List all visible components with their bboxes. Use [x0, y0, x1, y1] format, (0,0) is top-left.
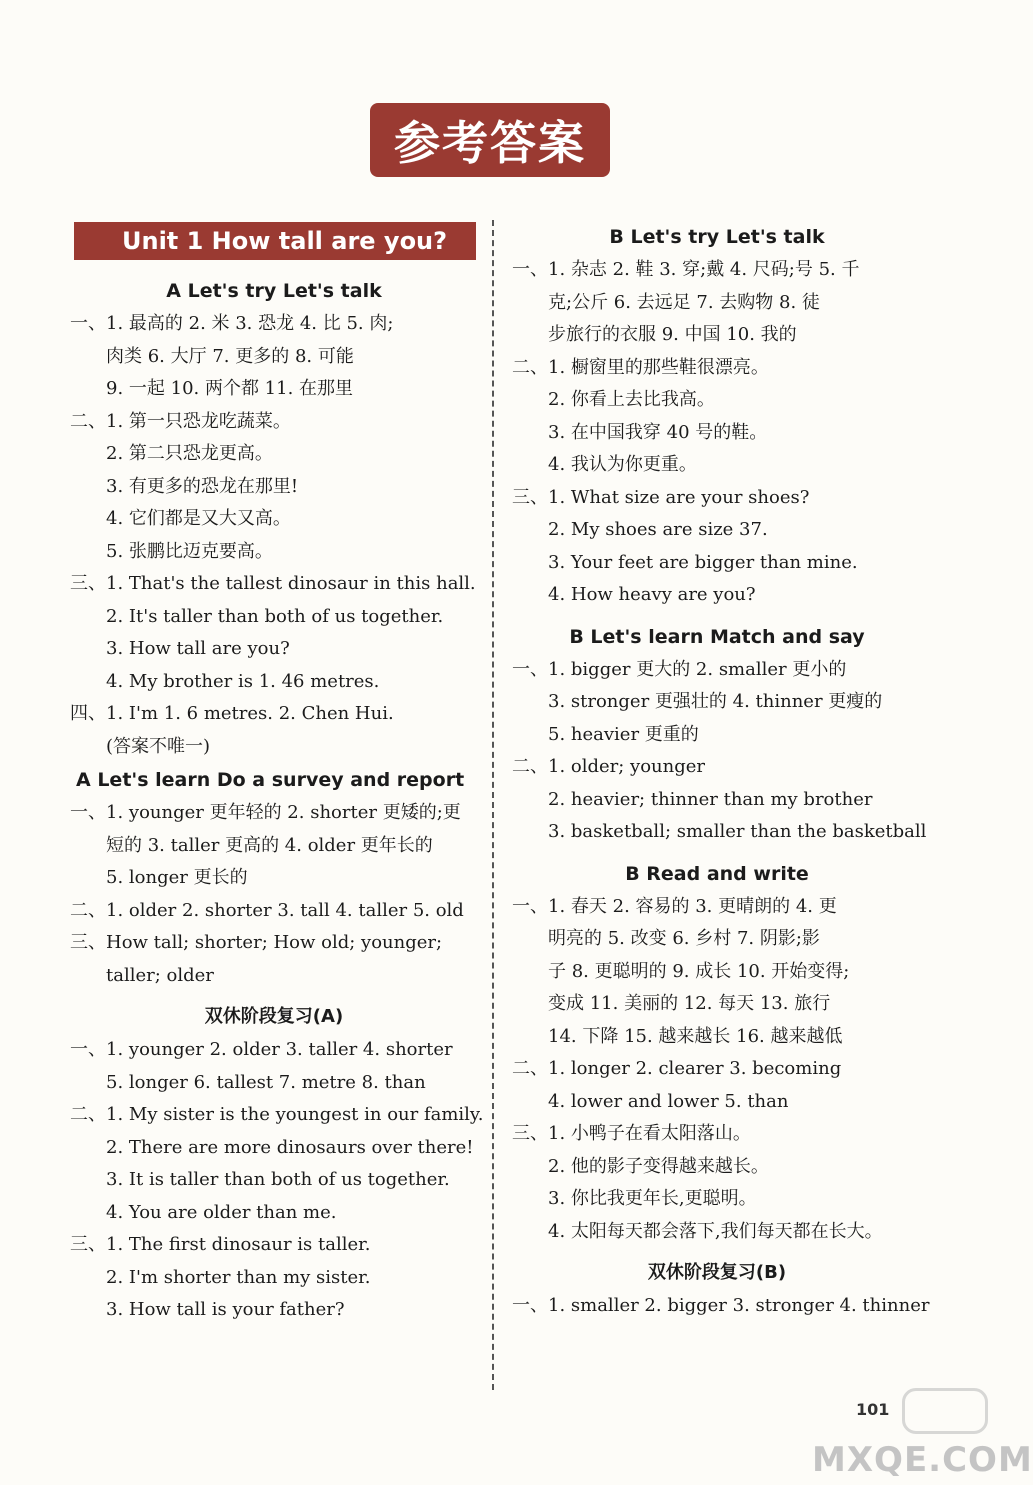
section-heading: 双休阶段复习(A): [204, 1006, 344, 1027]
answer-line: 5. 张鹏比迈克要高。: [106, 540, 273, 562]
answer-line: 3. How tall are you?: [106, 638, 290, 659]
answer-line: 2. It's taller than both of us together.: [106, 605, 444, 627]
answer-line: 子 8. 更聪明的 9. 成长 10. 开始变得;: [548, 960, 850, 982]
watermark-text: MXQE.COM: [812, 1440, 1033, 1480]
unit-title-bar: Unit 1 How tall are you?: [74, 222, 476, 260]
section-b-read-write-answers: [512, 891, 922, 1249]
page-number: 101: [856, 1400, 890, 1419]
section-a-talk-answers: [70, 308, 478, 763]
answer-line: 2. I'm shorter than my sister.: [106, 1266, 371, 1288]
column-divider: [492, 220, 494, 1390]
answer-line: 3. It is taller than both of us together.: [106, 1169, 450, 1190]
answer-line: 一、1. younger 更年轻的 2. shorter 更矮的;更: [70, 802, 461, 823]
answer-line: 变成 11. 美丽的 12. 每天 13. 旅行: [548, 993, 831, 1014]
answer-line: 2. 他的影子变得越来越长。: [548, 1155, 769, 1177]
answer-line: 5. longer 更长的: [106, 867, 248, 888]
answer-line: 5. longer 6. tallest 7. metre 8. than: [106, 1071, 426, 1093]
answer-line: 二、1. older; younger: [512, 756, 706, 777]
answer-line: 二、1. longer 2. clearer 3. becoming: [512, 1058, 842, 1079]
answer-line: 肉类 6. 大厅 7. 更多的 8. 可能: [106, 345, 354, 367]
left-column: [70, 220, 484, 1327]
section-heading: B Let's try Let's talk: [609, 226, 825, 248]
review-a-answers: [70, 1034, 484, 1327]
answer-line: 5. heavier 更重的: [548, 723, 699, 745]
answer-line: 4. You are older than me.: [106, 1201, 337, 1223]
section-heading: A Let's learn Do a survey and report: [76, 769, 465, 791]
answer-line: 4. 它们都是又大又高。: [106, 508, 291, 529]
review-b-answers: [512, 1290, 930, 1323]
answer-line: 2. My shoes are size 37.: [548, 519, 768, 540]
answer-line: 4. How heavy are you?: [548, 584, 756, 605]
answer-line: 4. lower and lower 5. than: [548, 1090, 789, 1112]
right-column: [512, 220, 930, 1323]
section-a-learn-answers: [70, 797, 478, 992]
answer-line: 二、1. older 2. shorter 3. tall 4. taller 5. old: [70, 899, 464, 921]
answer-line: 3. basketball; smaller than the basketball: [548, 821, 927, 842]
answer-line: 二、1. 橱窗里的那些鞋很漂亮。: [512, 356, 769, 378]
section-heading: 双休阶段复习(B): [647, 1262, 787, 1283]
answer-line: 二、1. 第一只恐龙吃蔬菜。: [70, 410, 291, 432]
answer-line: 一、1. smaller 2. bigger 3. stronger 4. thinner: [512, 1295, 930, 1316]
answer-line: 一、1. bigger 更大的 2. smaller 更小的: [512, 658, 847, 680]
answer-line: taller; older: [106, 964, 214, 986]
answer-line: 四、1. I'm 1. 6 metres. 2. Chen Hui.: [70, 703, 394, 724]
answer-line: 三、1. 小鸭子在看太阳落山。: [512, 1123, 751, 1144]
answer-line: 2. 你看上去比我高。: [548, 389, 715, 410]
answer-line: 短的 3. taller 更高的 4. older 更年长的: [106, 834, 433, 856]
answer-line: 一、1. 杂志 2. 鞋 3. 穿;戴 4. 尺码;号 5. 千: [512, 259, 860, 280]
answer-line: 明亮的 5. 改变 6. 乡村 7. 阴影;影: [548, 928, 820, 949]
answer-line: 3. Your feet are bigger than mine.: [548, 551, 858, 573]
section-b-talk-answers: [512, 254, 922, 612]
answer-line: 3. 有更多的恐龙在那里!: [106, 475, 299, 497]
answer-line: (答案不唯一): [106, 735, 211, 757]
answer-line: 步旅行的衣服 9. 中国 10. 我的: [548, 324, 797, 345]
section-heading: A Let's try Let's talk: [166, 280, 382, 302]
answer-line: 4. 我认为你更重。: [548, 454, 697, 475]
answer-line: 克;公斤 6. 去远足 7. 去购物 8. 徒: [548, 291, 820, 313]
answer-line: 三、1. That's the tallest dinosaur in this hall.: [70, 573, 476, 594]
answer-line: 3. 在中国我穿 40 号的鞋。: [548, 421, 768, 443]
answer-line: 3. 你比我更年长,更聪明。: [548, 1188, 757, 1209]
answer-line: 一、1. younger 2. older 3. taller 4. shorter: [70, 1039, 453, 1060]
answer-line: 4. 太阳每天都会落下,我们每天都在长大。: [548, 1220, 883, 1242]
answer-line: 2. 第二只恐龙更高。: [106, 443, 273, 464]
answer-line: 一、1. 春天 2. 容易的 3. 更晴朗的 4. 更: [512, 895, 837, 917]
answer-line: 三、1. The first dinosaur is taller.: [70, 1234, 371, 1255]
answer-line: 一、1. 最高的 2. 米 3. 恐龙 4. 比 5. 肉;: [70, 313, 394, 334]
answer-line: 三、How tall; shorter; How old; younger;: [70, 932, 443, 953]
answer-line: 2. heavier; thinner than my brother: [548, 788, 873, 810]
answer-line: 三、1. What size are your shoes?: [512, 486, 810, 508]
section-heading: B Read and write: [625, 862, 809, 885]
section-b-learn-answers: [512, 654, 927, 849]
section-heading: B Let's learn Match and say: [569, 625, 865, 648]
watermark-logo-icon: [902, 1388, 988, 1434]
answer-line: 3. How tall is your father?: [106, 1299, 345, 1320]
answer-line: 二、1. My sister is the youngest in our family.: [70, 1104, 484, 1125]
answer-line: 2. There are more dinosaurs over there!: [106, 1136, 474, 1158]
answer-line: 9. 一起 10. 两个都 11. 在那里: [106, 378, 354, 399]
page-title-banner: 参考答案: [370, 103, 610, 177]
answer-line: 14. 下降 15. 越来越长 16. 越来越低: [548, 1025, 843, 1047]
answer-line: 4. My brother is 1. 46 metres.: [106, 670, 380, 692]
answer-line: 3. stronger 更强壮的 4. thinner 更瘦的: [548, 691, 883, 712]
